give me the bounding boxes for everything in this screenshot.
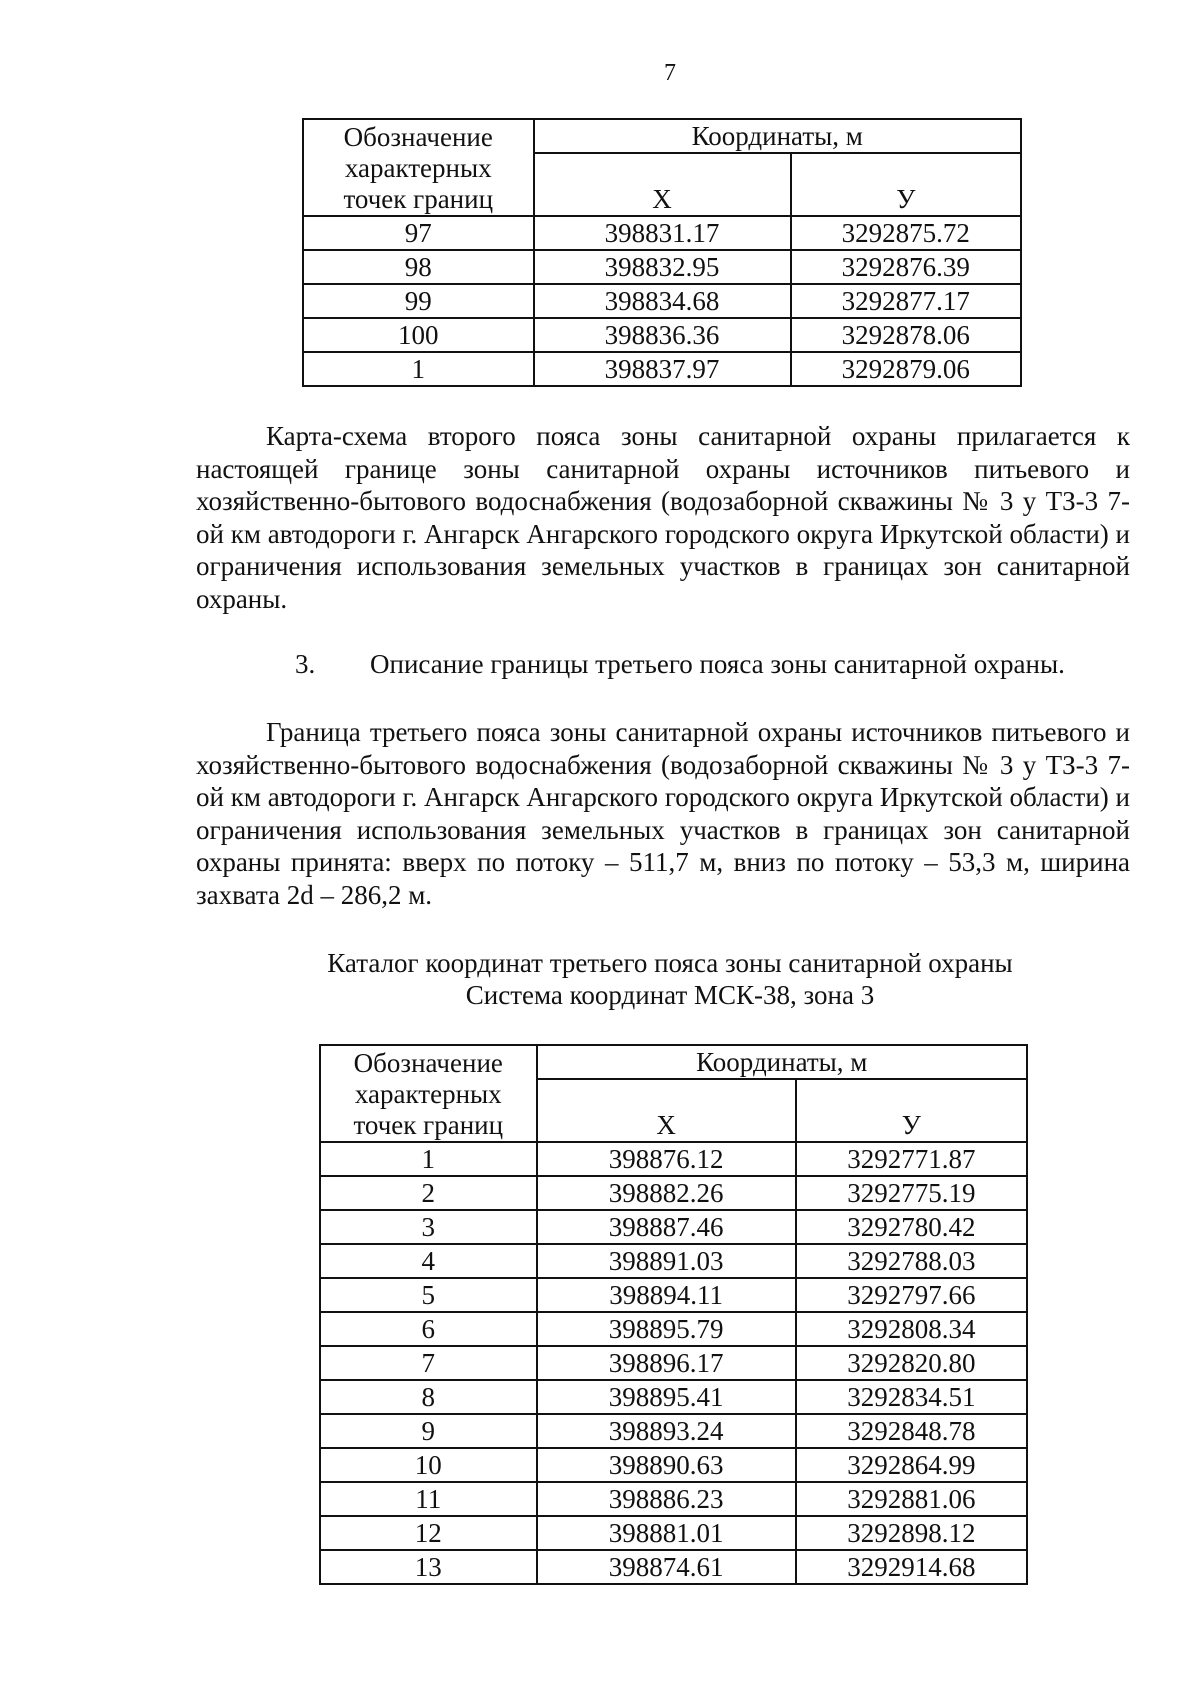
table-caption: [0, 947, 1200, 1011]
point-cell: 11: [320, 1482, 537, 1516]
x-axis-header: Х: [534, 153, 791, 216]
x-cell: 398831.17: [534, 216, 791, 250]
y-cell: 3292878.06: [791, 318, 1021, 352]
y-cell: 3292881.06: [796, 1482, 1027, 1516]
table-row: [320, 1210, 1027, 1244]
coordinates-header: Координаты, м: [537, 1045, 1027, 1079]
x-cell: 398886.23: [537, 1482, 796, 1516]
x-cell: 398882.26: [537, 1176, 796, 1210]
y-cell: 3292771.87: [796, 1142, 1027, 1176]
table-row: [320, 1482, 1027, 1516]
point-cell: 99: [303, 284, 534, 318]
point-cell: 100: [303, 318, 534, 352]
table-row: [320, 1516, 1027, 1550]
y-cell: 3292864.99: [796, 1448, 1027, 1482]
table-row: [320, 1176, 1027, 1210]
table-row: [320, 1346, 1027, 1380]
point-cell: 3: [320, 1210, 537, 1244]
table-row: [320, 1142, 1027, 1176]
point-cell: 2: [320, 1176, 537, 1210]
y-cell: 3292780.42: [796, 1210, 1027, 1244]
x-cell: 398876.12: [537, 1142, 796, 1176]
x-cell: 398887.46: [537, 1210, 796, 1244]
coordinates-header: Координаты, м: [534, 119, 1022, 153]
x-cell: 398832.95: [534, 250, 791, 284]
y-cell: 3292914.68: [796, 1550, 1027, 1584]
point-designation-header-line: точек границ: [353, 1110, 504, 1140]
x-cell: 398874.61: [537, 1550, 796, 1584]
point-cell: 13: [320, 1550, 537, 1584]
point-designation-header-line: Обозначение: [353, 1048, 503, 1078]
point-cell: 6: [320, 1312, 537, 1346]
x-cell: 398881.01: [537, 1516, 796, 1550]
section-heading: [295, 649, 1065, 680]
y-cell: 3292875.72: [791, 216, 1021, 250]
y-cell: 3292848.78: [796, 1414, 1027, 1448]
y-cell: 3292775.19: [796, 1176, 1027, 1210]
table-header-row: [303, 119, 1021, 153]
point-cell: 5: [320, 1278, 537, 1312]
point-cell: 8: [320, 1380, 537, 1414]
y-axis-header: У: [796, 1079, 1027, 1142]
paragraph-text: Граница третьего пояса зоны санитарной охраны источников питьевого и хозяйственно-бытового водоснабжения (водозаборной скважины № 3 у ТЗ-3 7-ой км автодороги г. Ангарск Ангарского городского округа Иркутской области) и ограничения использования земельных участков в границах зон санитарной охраны принята: вверх по потоку – 511,7 м, вниз по потоку – 53,3 м, ширина захвата 2d – 286,2 м.: [196, 717, 1130, 910]
table-body: [303, 119, 1021, 386]
table-row: [303, 284, 1021, 318]
third-zone-boundary-paragraph: [196, 716, 1130, 911]
paragraph-text: Карта-схема второго пояса зоны санитарной охраны прилагается к настоящей границе зоны санитарной охраны источников питьевого и хозяйственно-бытового водоснабжения (водозаборной скважины № 3 у ТЗ-3 7-ой км автодороги г. Ангарск Ангарского городского округа Иркутской области) и ограничения использования земельных участков в границах зон санитарной охраны.: [196, 421, 1130, 614]
y-cell: 3292898.12: [796, 1516, 1027, 1550]
y-cell: 3292820.80: [796, 1346, 1027, 1380]
table-body: [320, 1045, 1027, 1584]
point-designation-header-line: характерных: [344, 153, 492, 183]
y-cell: 3292876.39: [791, 250, 1021, 284]
coordinates-table-zone3: [319, 1044, 1028, 1585]
point-cell: 1: [303, 352, 534, 386]
y-cell: 3292877.17: [791, 284, 1021, 318]
x-cell: 398836.36: [534, 318, 791, 352]
point-cell: 97: [303, 216, 534, 250]
point-designation-header: [303, 119, 534, 216]
y-cell: 3292834.51: [796, 1380, 1027, 1414]
table-row: [320, 1312, 1027, 1346]
coordinates-table-zone2: [302, 118, 1022, 387]
table-row: [303, 250, 1021, 284]
y-cell: 3292808.34: [796, 1312, 1027, 1346]
point-designation-header: [320, 1045, 537, 1142]
point-cell: 1: [320, 1142, 537, 1176]
table-row: [320, 1414, 1027, 1448]
point-cell: 7: [320, 1346, 537, 1380]
point-cell: 98: [303, 250, 534, 284]
point-cell: 4: [320, 1244, 537, 1278]
table-header-row: [320, 1045, 1027, 1079]
table-row: [303, 318, 1021, 352]
caption-line: Каталог координат третьего пояса зоны санитарной охраны: [327, 948, 1013, 978]
point-cell: 9: [320, 1414, 537, 1448]
section-title: Описание границы третьего пояса зоны санитарной охраны.: [370, 649, 1065, 679]
map-scheme-paragraph: [196, 420, 1130, 615]
y-cell: 3292797.66: [796, 1278, 1027, 1312]
point-designation-header-line: характерных: [354, 1079, 502, 1109]
point-designation-header-line: точек границ: [343, 184, 494, 214]
x-cell: 398895.41: [537, 1380, 796, 1414]
table-row: [303, 216, 1021, 250]
point-cell: 12: [320, 1516, 537, 1550]
table-row: [303, 352, 1021, 386]
table-row: [320, 1244, 1027, 1278]
table-row: [320, 1550, 1027, 1584]
x-cell: 398895.79: [537, 1312, 796, 1346]
point-designation-header-line: Обозначение: [343, 122, 493, 152]
x-cell: 398891.03: [537, 1244, 796, 1278]
y-axis-header: У: [791, 153, 1021, 216]
page-number: 7: [664, 60, 676, 86]
y-cell: 3292788.03: [796, 1244, 1027, 1278]
x-cell: 398834.68: [534, 284, 791, 318]
y-cell: 3292879.06: [791, 352, 1021, 386]
table-row: [320, 1380, 1027, 1414]
x-cell: 398837.97: [534, 352, 791, 386]
x-axis-header: Х: [537, 1079, 796, 1142]
x-cell: 398894.11: [537, 1278, 796, 1312]
caption-line: Система координат МСК-38, зона 3: [465, 980, 875, 1010]
x-cell: 398890.63: [537, 1448, 796, 1482]
section-number: 3.: [295, 649, 316, 679]
x-cell: 398896.17: [537, 1346, 796, 1380]
table-row: [320, 1448, 1027, 1482]
table-row: [320, 1278, 1027, 1312]
point-cell: 10: [320, 1448, 537, 1482]
x-cell: 398893.24: [537, 1414, 796, 1448]
